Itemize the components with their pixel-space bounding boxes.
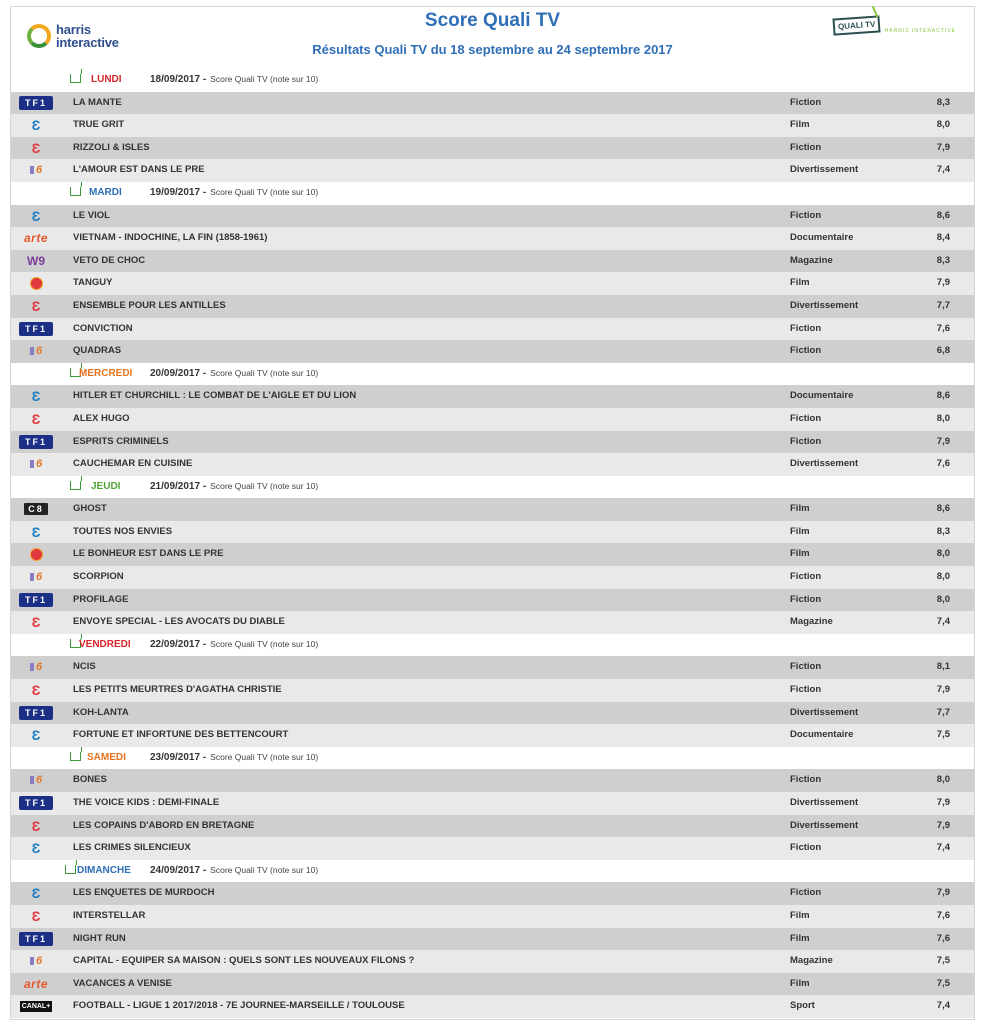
show-genre: Divertissement bbox=[790, 458, 859, 470]
day-name: MERCREDI bbox=[79, 367, 133, 379]
day-note: Score Quali TV (note sur 10) bbox=[210, 480, 319, 491]
channel-tf1-icon: TF1 bbox=[19, 435, 53, 449]
table-row bbox=[11, 453, 974, 476]
channel-w9-icon: W9 bbox=[27, 253, 45, 268]
day-header-row bbox=[11, 363, 974, 386]
show-score: 8,4 bbox=[936, 232, 950, 244]
show-score: 7,9 bbox=[936, 797, 950, 808]
show-score: 7,7 bbox=[936, 706, 950, 718]
table-row bbox=[11, 905, 974, 928]
show-genre: Documentaire bbox=[790, 729, 854, 741]
tv-icon bbox=[70, 74, 81, 83]
show-genre: Divertissement bbox=[790, 164, 859, 176]
show-score: 6,8 bbox=[936, 345, 950, 357]
show-score: 8,0 bbox=[936, 548, 950, 560]
day-header-row bbox=[11, 860, 974, 883]
show-title: THE VOICE KIDS : DEMI-FINALE bbox=[73, 797, 220, 808]
table-row bbox=[11, 498, 974, 521]
show-genre: Divertissement bbox=[790, 299, 859, 311]
show-genre: Fiction bbox=[790, 322, 822, 334]
tv-icon bbox=[833, 15, 881, 35]
table-row bbox=[11, 882, 974, 905]
show-score: 8,1 bbox=[936, 661, 950, 673]
show-title: TRUE GRIT bbox=[73, 119, 125, 131]
show-title: LES COPAINS D'ABORD EN BRETAGNE bbox=[73, 819, 255, 831]
show-genre: Fiction bbox=[790, 345, 822, 357]
show-score: 7,4 bbox=[936, 164, 950, 176]
day-note: Score Quali TV (note sur 10) bbox=[210, 186, 319, 197]
channel-f2-icon: Ɛ bbox=[31, 682, 41, 699]
show-title: SCORPION bbox=[73, 571, 124, 583]
channel-c8-icon: C8 bbox=[19, 502, 53, 516]
channel-f3-icon: Ɛ bbox=[31, 840, 41, 857]
day-name: SAMEDI bbox=[87, 751, 126, 763]
show-title: L'AMOUR EST DANS LE PRE bbox=[73, 164, 205, 176]
show-score: 7,9 bbox=[936, 277, 950, 289]
day-name: MARDI bbox=[89, 186, 122, 198]
day-date bbox=[150, 752, 318, 763]
channel-f3-icon: Ɛ bbox=[31, 885, 41, 902]
table-row bbox=[11, 295, 974, 318]
channel-f2-icon: Ɛ bbox=[31, 297, 41, 314]
show-genre: Fiction bbox=[790, 435, 822, 447]
show-genre: Documentaire bbox=[790, 390, 854, 402]
show-genre: Fiction bbox=[790, 141, 822, 153]
channel-f2-icon: Ɛ bbox=[31, 410, 41, 427]
channel-f3-icon: Ɛ bbox=[31, 523, 41, 540]
tv-icon bbox=[70, 752, 81, 761]
day-note: Score Quali TV (note sur 10) bbox=[210, 638, 319, 649]
table-row bbox=[11, 137, 974, 160]
day-header-row bbox=[11, 747, 974, 770]
table-row bbox=[11, 950, 974, 973]
show-genre: Divertissement bbox=[790, 706, 859, 718]
show-genre: Magazine bbox=[790, 955, 833, 967]
show-genre: Film bbox=[790, 548, 810, 560]
show-genre: Fiction bbox=[790, 209, 822, 221]
header bbox=[11, 7, 974, 69]
day-date bbox=[150, 368, 318, 379]
show-title: CONVICTION bbox=[73, 322, 133, 334]
day-date bbox=[150, 187, 318, 198]
table-row bbox=[11, 679, 974, 702]
channel-f5-icon bbox=[19, 276, 53, 290]
channel-m6-icon: 6 bbox=[19, 660, 53, 674]
day-note: Score Quali TV (note sur 10) bbox=[210, 864, 319, 875]
channel-f2-icon: Ɛ bbox=[31, 817, 41, 834]
show-score: 7,5 bbox=[936, 955, 950, 967]
show-title: QUADRAS bbox=[73, 345, 122, 357]
table-row bbox=[11, 272, 974, 295]
show-score: 8,3 bbox=[936, 96, 950, 108]
show-title: INTERSTELLAR bbox=[73, 909, 146, 921]
document-page bbox=[10, 6, 975, 1020]
show-title: CAPITAL - EQUIPER SA MAISON : QUELS SONT LES NOUVEAUX FILONS ? bbox=[73, 955, 415, 967]
channel-f3-icon: Ɛ bbox=[31, 388, 41, 405]
day-date-value: 20/09/2017 - bbox=[150, 367, 207, 379]
day-header-row bbox=[11, 182, 974, 205]
show-title: NCIS bbox=[73, 661, 96, 673]
day-note: Score Quali TV (note sur 10) bbox=[210, 751, 319, 762]
show-title: TANGUY bbox=[73, 277, 113, 289]
show-score: 8,6 bbox=[936, 503, 950, 515]
day-date bbox=[150, 865, 318, 876]
show-title: VACANCES A VENISE bbox=[73, 977, 172, 989]
day-name: VENDREDI bbox=[79, 638, 131, 650]
show-title: LES CRIMES SILENCIEUX bbox=[73, 842, 191, 854]
page-title: Score Quali TV bbox=[424, 10, 561, 31]
table-row bbox=[11, 792, 974, 815]
show-title: LES PETITS MEURTRES D'AGATHA CHRISTIE bbox=[73, 684, 282, 696]
table-row bbox=[11, 159, 974, 182]
day-name: JEUDI bbox=[91, 480, 121, 492]
show-genre: Fiction bbox=[790, 887, 822, 899]
channel-tf1-icon: TF1 bbox=[19, 96, 53, 110]
show-title: ESPRITS CRIMINELS bbox=[73, 435, 169, 447]
tv-icon bbox=[65, 865, 76, 874]
table-row bbox=[11, 92, 974, 115]
show-title: NIGHT RUN bbox=[73, 932, 126, 944]
channel-m6-icon: 6 bbox=[19, 954, 53, 968]
table-row bbox=[11, 973, 974, 996]
show-score: 7,9 bbox=[936, 684, 950, 696]
show-score: 7,6 bbox=[936, 458, 950, 470]
show-title: KOH-LANTA bbox=[73, 706, 129, 718]
show-genre: Fiction bbox=[790, 684, 822, 696]
show-title: GHOST bbox=[73, 503, 107, 515]
table-row bbox=[11, 769, 974, 792]
show-score: 8,6 bbox=[936, 209, 950, 221]
channel-f3-icon: Ɛ bbox=[31, 207, 41, 224]
show-score: 7,4 bbox=[936, 842, 950, 854]
day-header-row bbox=[11, 634, 974, 657]
show-genre: Film bbox=[790, 525, 810, 537]
table-row bbox=[11, 205, 974, 228]
table-row bbox=[11, 250, 974, 273]
channel-f3-icon: Ɛ bbox=[31, 727, 41, 744]
show-score: 7,4 bbox=[936, 616, 950, 628]
show-genre: Film bbox=[790, 977, 810, 989]
show-genre: Film bbox=[790, 932, 810, 944]
channel-m6-icon: 6 bbox=[19, 163, 53, 177]
day-note: Score Quali TV (note sur 10) bbox=[210, 367, 319, 378]
day-note: Score Quali TV (note sur 10) bbox=[210, 74, 319, 84]
show-title: VETO DE CHOC bbox=[73, 254, 146, 266]
show-genre: Film bbox=[790, 277, 810, 289]
day-date-value: 22/09/2017 - bbox=[150, 638, 207, 650]
show-genre: Divertissement bbox=[790, 819, 859, 831]
show-title: LE BONHEUR EST DANS LE PRE bbox=[73, 548, 224, 560]
channel-f3-icon: Ɛ bbox=[31, 117, 41, 134]
logo-line1: harris bbox=[56, 22, 91, 37]
show-title: ENVOYE SPECIAL - LES AVOCATS DU DIABLE bbox=[73, 616, 285, 628]
show-score: 7,9 bbox=[936, 141, 950, 153]
show-title: TOUTES NOS ENVIES bbox=[73, 525, 173, 537]
day-date-value: 18/09/2017 - bbox=[150, 74, 207, 85]
show-score: 8,3 bbox=[936, 254, 950, 266]
show-score: 8,0 bbox=[936, 774, 950, 786]
show-genre: Fiction bbox=[790, 842, 822, 854]
day-date-value: 24/09/2017 - bbox=[150, 864, 207, 876]
table-row bbox=[11, 837, 974, 860]
channel-tf1-icon: TF1 bbox=[19, 796, 53, 810]
show-genre: Fiction bbox=[790, 571, 822, 583]
table-row bbox=[11, 724, 974, 747]
show-score: 7,9 bbox=[936, 819, 950, 831]
channel-f2-icon: Ɛ bbox=[31, 139, 41, 156]
show-title: FORTUNE ET INFORTUNE DES BETTENCOURT bbox=[73, 729, 289, 741]
show-score: 8,0 bbox=[936, 412, 950, 424]
table-row bbox=[11, 227, 974, 250]
channel-m6-icon: 6 bbox=[19, 570, 53, 584]
show-genre: Fiction bbox=[790, 774, 822, 786]
show-title: LES ENQUETES DE MURDOCH bbox=[73, 887, 215, 899]
table-row bbox=[11, 815, 974, 838]
day-date bbox=[150, 639, 318, 650]
channel-m6-icon: 6 bbox=[19, 344, 53, 358]
show-score: 8,0 bbox=[936, 571, 950, 583]
table-row bbox=[11, 543, 974, 566]
show-genre: Divertissement bbox=[790, 797, 859, 808]
tv-icon bbox=[70, 187, 81, 196]
channel-arte-icon: arte bbox=[23, 976, 48, 991]
channel-tf1-icon: TF1 bbox=[19, 706, 53, 720]
show-title: LE VIOL bbox=[73, 209, 110, 221]
channel-m6-icon: 6 bbox=[19, 773, 53, 787]
table-row bbox=[11, 385, 974, 408]
show-title: RIZZOLI & ISLES bbox=[73, 141, 150, 153]
show-genre: Film bbox=[790, 909, 810, 921]
show-title: ENSEMBLE POUR LES ANTILLES bbox=[73, 299, 226, 311]
channel-arte-icon: arte bbox=[23, 231, 48, 246]
show-score: 7,4 bbox=[936, 1000, 950, 1012]
logo-line2: interactive bbox=[56, 35, 119, 50]
show-score: 8,6 bbox=[936, 390, 950, 402]
day-name: LUNDI bbox=[91, 74, 122, 85]
channel-tf1-icon: TF1 bbox=[19, 932, 53, 946]
channel-tf1-icon: TF1 bbox=[19, 593, 53, 607]
show-title: BONES bbox=[73, 774, 107, 786]
show-genre: Magazine bbox=[790, 254, 833, 266]
channel-f5-icon bbox=[19, 547, 53, 561]
show-title: CAUCHEMAR EN CUISINE bbox=[73, 458, 193, 470]
table-row bbox=[11, 702, 974, 725]
show-score: 8,0 bbox=[936, 119, 950, 131]
show-genre: Documentaire bbox=[790, 232, 854, 244]
quali-logo-brand: HARRIS INTERACTIVE bbox=[884, 28, 956, 34]
show-genre: Sport bbox=[790, 1000, 815, 1012]
show-title: LA MANTE bbox=[73, 96, 122, 108]
show-title: PROFILAGE bbox=[73, 593, 129, 605]
show-title: HITLER ET CHURCHILL : LE COMBAT DE L'AIGLE ET DU LION bbox=[73, 390, 357, 402]
show-score: 7,6 bbox=[936, 322, 950, 334]
day-date-value: 23/09/2017 - bbox=[150, 751, 207, 763]
day-header-row bbox=[11, 476, 974, 499]
table-row bbox=[11, 431, 974, 454]
show-score: 7,9 bbox=[936, 435, 950, 447]
table-row bbox=[11, 995, 974, 1018]
show-title: FOOTBALL - LIGUE 1 2017/2018 - 7E JOURNEE-MARSEILLE / TOULOUSE bbox=[73, 1000, 405, 1012]
table-row bbox=[11, 928, 974, 951]
channel-m6-icon: 6 bbox=[19, 457, 53, 471]
show-genre: Fiction bbox=[790, 661, 822, 673]
show-score: 7,5 bbox=[936, 729, 950, 741]
show-score: 7,9 bbox=[936, 887, 950, 899]
channel-canal-icon: CANAL+ bbox=[21, 1002, 51, 1010]
day-date bbox=[150, 74, 318, 85]
quali-logo-label: QUALI TV bbox=[838, 19, 876, 32]
day-header-row bbox=[11, 69, 974, 92]
table-row bbox=[11, 408, 974, 431]
table-row bbox=[11, 114, 974, 137]
day-date-value: 19/09/2017 - bbox=[150, 186, 207, 198]
show-score: 7,6 bbox=[936, 909, 950, 921]
table-row bbox=[11, 318, 974, 341]
show-score: 8,3 bbox=[936, 525, 950, 537]
channel-f2-icon: Ɛ bbox=[31, 907, 41, 924]
channel-tf1-icon: TF1 bbox=[19, 322, 53, 336]
page-subtitle: Résultats Quali TV du 18 septembre au 24 septembre 2017 bbox=[312, 42, 673, 57]
show-genre: Fiction bbox=[790, 593, 822, 605]
show-genre: Film bbox=[790, 503, 810, 515]
day-date bbox=[150, 481, 318, 492]
show-score: 7,7 bbox=[936, 299, 950, 311]
show-score: 7,6 bbox=[936, 932, 950, 944]
table-row bbox=[11, 340, 974, 363]
table-row bbox=[11, 521, 974, 544]
show-score: 8,0 bbox=[936, 593, 950, 605]
show-genre: Film bbox=[790, 119, 810, 131]
table-row bbox=[11, 566, 974, 589]
quali-tv-logo bbox=[833, 17, 956, 34]
channel-f2-icon: Ɛ bbox=[31, 614, 41, 631]
show-title: VIETNAM - INDOCHINE, LA FIN (1858-1961) bbox=[73, 232, 268, 244]
tv-icon bbox=[70, 481, 81, 490]
show-genre: Fiction bbox=[790, 96, 822, 108]
show-genre: Fiction bbox=[790, 412, 822, 424]
day-name: DIMANCHE bbox=[77, 864, 131, 876]
table-row bbox=[11, 656, 974, 679]
show-title: ALEX HUGO bbox=[73, 412, 130, 424]
score-table bbox=[11, 69, 974, 1018]
show-score: 7,5 bbox=[936, 977, 950, 989]
day-date-value: 21/09/2017 - bbox=[150, 480, 207, 492]
show-genre: Magazine bbox=[790, 616, 833, 628]
table-row bbox=[11, 589, 974, 612]
table-row bbox=[11, 611, 974, 634]
